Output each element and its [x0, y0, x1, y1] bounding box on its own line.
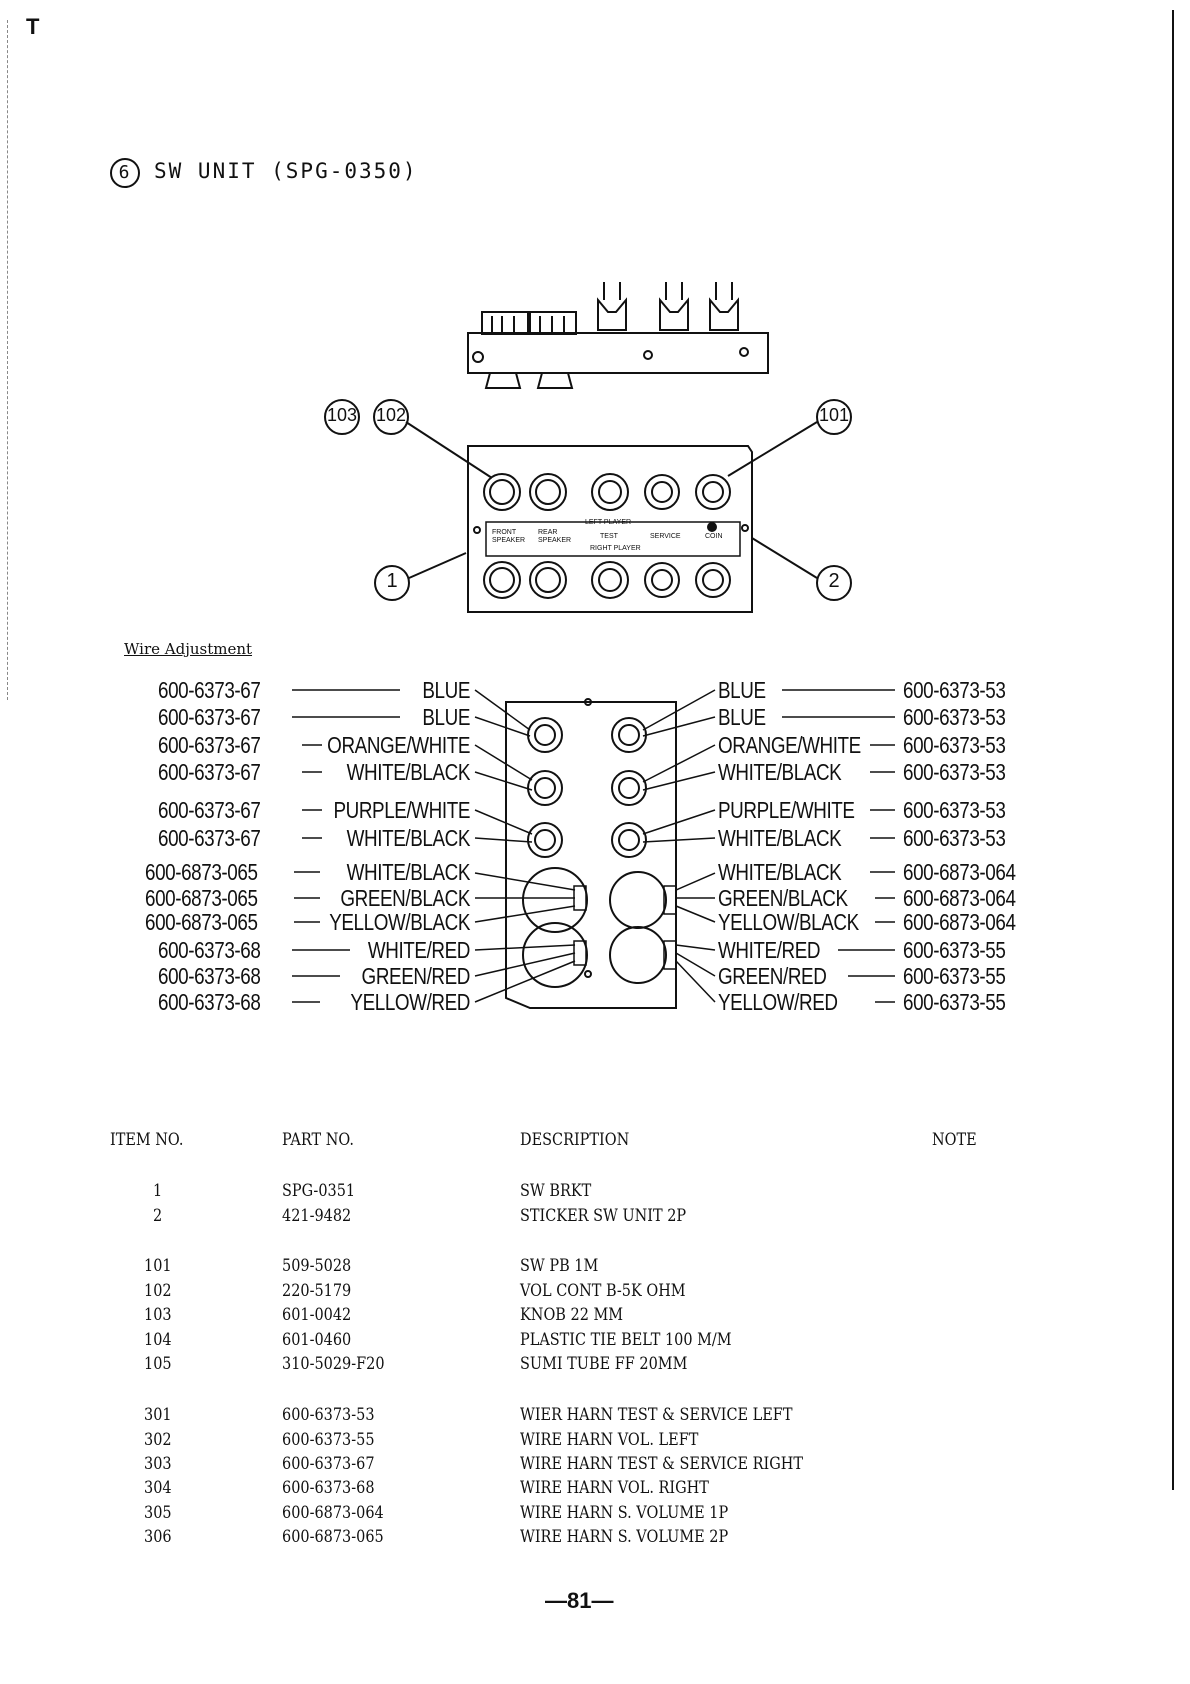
table-cell-item: 303 [144, 1454, 172, 1474]
wire-right-color: WHITE/BLACK [718, 759, 842, 785]
table-cell-part: 220-5179 [282, 1281, 352, 1301]
table-cell-desc: WIRE HARN VOL. RIGHT [520, 1478, 709, 1498]
table-cell-part: 421-9482 [282, 1206, 352, 1226]
table-header-part: PART NO. [282, 1130, 354, 1150]
table-cell-part: 600-6373-67 [282, 1454, 375, 1474]
table-cell-desc: WIRE HARN S. VOLUME 1P [520, 1503, 729, 1523]
table-cell-desc: WIRE HARN S. VOLUME 2P [520, 1527, 729, 1547]
wire-board [506, 699, 676, 1008]
svg-text:SERVICE: SERVICE [650, 533, 681, 540]
table-cell-item: 1 [153, 1181, 163, 1201]
side-view [468, 282, 768, 388]
wire-left-color: BLUE [422, 704, 470, 730]
callout-2: 2 [828, 570, 840, 592]
wire-right-color: WHITE/BLACK [718, 825, 842, 851]
wire-left-part: 600-6373-67 [158, 677, 261, 703]
table-cell-part: 310-5029-F20 [282, 1354, 385, 1374]
table-cell-desc: WIER HARN TEST & SERVICE LEFT [520, 1405, 793, 1425]
corner-mark: T [26, 14, 40, 39]
svg-text:SPEAKER: SPEAKER [538, 537, 572, 544]
table-cell-item: 101 [144, 1256, 172, 1276]
wire-left-color: BLUE [422, 677, 470, 703]
table-cell-item: 302 [144, 1430, 172, 1450]
table-cell-part: 601-0042 [282, 1305, 352, 1325]
wire-left-part: 600-6373-68 [158, 963, 261, 989]
wire-left-color: YELLOW/RED [350, 989, 470, 1015]
table-cell-part: 600-6373-68 [282, 1478, 375, 1498]
wire-left-color: GREEN/BLACK [340, 885, 470, 911]
table-cell-part: 600-6873-064 [282, 1503, 384, 1523]
wire-right-part: 600-6873-064 [903, 859, 1016, 885]
wire-right-part: 600-6373-53 [903, 759, 1006, 785]
table-cell-item: 2 [153, 1206, 163, 1226]
wire-right-color: GREEN/RED [718, 963, 827, 989]
page-number: —81— [545, 1588, 614, 1613]
wire-adjustment-title: Wire Adjustment [124, 640, 253, 658]
table-cell-part: 600-6873-065 [282, 1527, 384, 1547]
table-cell-desc: VOL CONT B-5K OHM [520, 1281, 686, 1301]
wire-right-part: 600-6373-55 [903, 937, 1006, 963]
table-cell-item: 306 [144, 1527, 172, 1547]
wire-right-part: 600-6373-53 [903, 825, 1006, 851]
wire-left-part: 600-6873-065 [145, 859, 258, 885]
table-header-note: NOTE [932, 1130, 977, 1150]
table-cell-item: 104 [144, 1330, 172, 1350]
table-cell-desc: WIRE HARN VOL. LEFT [520, 1430, 699, 1450]
table-cell-item: 103 [144, 1305, 172, 1325]
table-cell-item: 102 [144, 1281, 172, 1301]
table-cell-item: 304 [144, 1478, 172, 1498]
wire-left-color: WHITE/BLACK [346, 825, 470, 851]
table-cell-desc: SUMI TUBE FF 20MM [520, 1354, 688, 1374]
wire-left-color: WHITE/BLACK [346, 759, 470, 785]
wire-left-color: GREEN/RED [361, 963, 470, 989]
panel-label-front: FRONT [492, 529, 517, 536]
table-cell-desc: KNOB 22 MM [520, 1305, 624, 1325]
callout-101: 101 [818, 405, 850, 425]
table-cell-desc: PLASTIC TIE BELT 100 M/M [520, 1330, 732, 1350]
callout-103: 103 [326, 405, 358, 425]
wire-left-part: 600-6373-67 [158, 704, 261, 730]
wire-left-part: 600-6373-67 [158, 759, 261, 785]
wire-left-color: YELLOW/BLACK [329, 909, 470, 935]
svg-text:SPEAKER: SPEAKER [492, 537, 526, 544]
table-cell-item: 105 [144, 1354, 172, 1374]
wire-right-part: 600-6373-53 [903, 677, 1006, 703]
table-cell-part: SPG-0351 [282, 1181, 356, 1201]
callout-102: 102 [375, 405, 407, 425]
wire-right-color: PURPLE/WHITE [718, 797, 855, 823]
table-cell-desc: WIRE HARN TEST & SERVICE RIGHT [520, 1454, 804, 1474]
wire-right-color: BLUE [718, 704, 766, 730]
wire-left-color: WHITE/BLACK [346, 859, 470, 885]
wire-right-part: 600-6373-53 [903, 797, 1006, 823]
wire-right-color: WHITE/RED [718, 937, 821, 963]
svg-text:RIGHT PLAYER: RIGHT PLAYER [590, 545, 641, 552]
wire-right-part: 600-6373-53 [903, 732, 1006, 758]
table-cell-part: 509-5028 [282, 1256, 352, 1276]
wire-left-color: WHITE/RED [367, 937, 470, 963]
panel-label-rear: REAR [538, 529, 558, 536]
wire-right-part: 600-6373-55 [903, 989, 1006, 1015]
wire-right-part: 600-6373-55 [903, 963, 1006, 989]
wire-right-color: YELLOW/RED [718, 989, 838, 1015]
wire-right-color: ORANGE/WHITE [718, 732, 861, 758]
wire-left-part: 600-6873-065 [145, 885, 258, 911]
section-title-text: SW UNIT (SPG-0350) [154, 159, 418, 183]
wire-left-part: 600-6373-68 [158, 937, 261, 963]
svg-text:COIN: COIN [705, 533, 723, 540]
table-cell-item: 301 [144, 1405, 172, 1425]
table-cell-item: 305 [144, 1503, 172, 1523]
wire-right-color: WHITE/BLACK [718, 859, 842, 885]
wire-left-part: 600-6373-67 [158, 825, 261, 851]
table-cell-part: 601-0460 [282, 1330, 352, 1350]
wire-left-part: 600-6373-67 [158, 732, 261, 758]
table-header-item: ITEM NO. [110, 1130, 184, 1150]
wire-right-part: 600-6373-53 [903, 704, 1006, 730]
wire-left-part: 600-6873-065 [145, 909, 258, 935]
table-cell-part: 600-6373-55 [282, 1430, 375, 1450]
wire-left-part: 600-6373-68 [158, 989, 261, 1015]
wire-right-part: 600-6873-064 [903, 909, 1016, 935]
svg-text:LEFT PLAYER: LEFT PLAYER [585, 519, 632, 526]
wire-right-part: 600-6873-064 [903, 885, 1016, 911]
section-number: 6 [110, 158, 140, 188]
table-cell-desc: SW BRKT [520, 1181, 592, 1201]
wire-left-part: 600-6373-67 [158, 797, 261, 823]
table-cell-part: 600-6373-53 [282, 1405, 375, 1425]
svg-text:TEST: TEST [600, 533, 618, 540]
wire-right-color: BLUE [718, 677, 766, 703]
table-cell-desc: STICKER SW UNIT 2P [520, 1206, 687, 1226]
wire-left-color: PURPLE/WHITE [333, 797, 470, 823]
table-cell-desc: SW PB 1M [520, 1256, 599, 1276]
wire-left-color: ORANGE/WHITE [327, 732, 470, 758]
wire-right-color: YELLOW/BLACK [718, 909, 859, 935]
callout-1: 1 [386, 570, 398, 592]
wire-right-color: GREEN/BLACK [718, 885, 848, 911]
table-header-description: DESCRIPTION [520, 1130, 630, 1150]
